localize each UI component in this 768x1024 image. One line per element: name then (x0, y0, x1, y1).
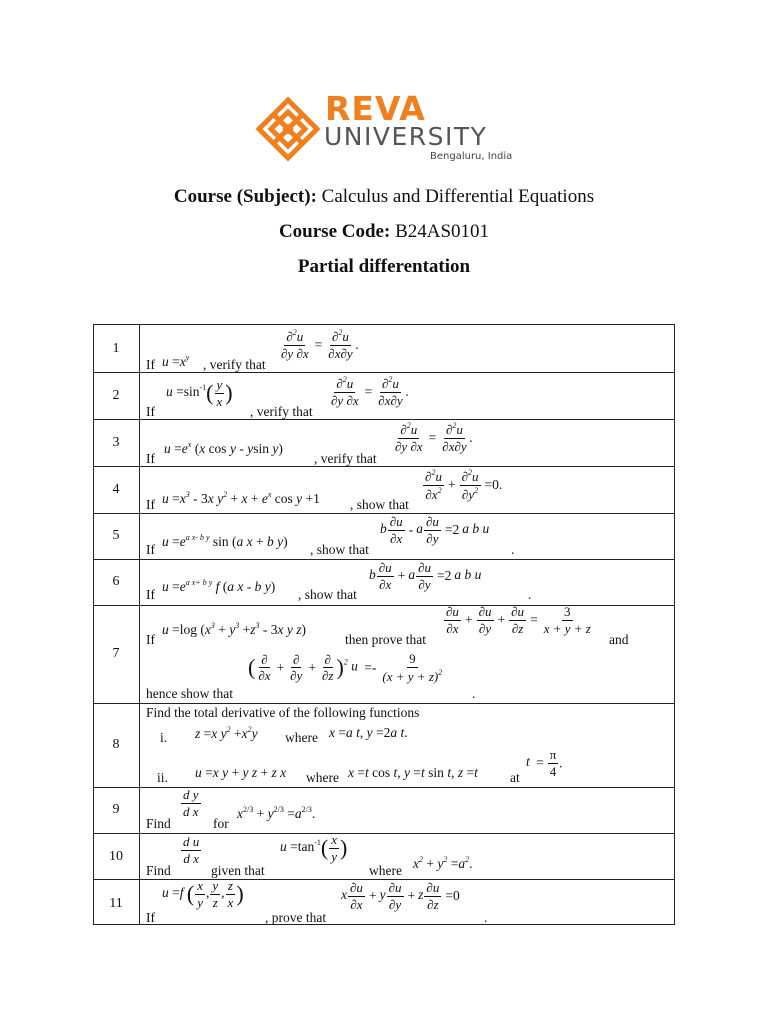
math-expression: $u =\sin^{-1}$( $\frac{y}{x}$ ) (166, 377, 233, 409)
row-text: If (146, 587, 155, 602)
row-text: given that (211, 863, 265, 878)
row-divider (94, 419, 674, 420)
math-expression: $u =x^3 - 3x$ $y^2 + x + e^x$ cos y +1 (162, 490, 320, 506)
row-text: , verify that (314, 451, 377, 466)
logo-wordmark-university: UNIVERSITY (324, 122, 488, 151)
math-expression: $x^{2/3} + y^{2/3} =a^{2/3}$. (237, 805, 316, 821)
row-text: , verify that (203, 357, 266, 372)
math-equation: $\frac{\partial^2u}{\partial y \partial x}$ = $\frac{\partial^2u}{\partial x\partial y}$ . (331, 375, 410, 408)
row-text: , prove that (265, 910, 327, 925)
period: . (528, 587, 532, 602)
row-number: 1 (112, 341, 120, 356)
math-expression: $u =x^y$ (162, 353, 190, 369)
row-number: 3 (112, 435, 120, 450)
math-equation: b $\frac{\partial u}{\partial x}$ + a $\frac{\partial u}{\partial y}$ =2 a b u (369, 560, 482, 592)
row-text: If (146, 404, 155, 419)
row-text: then prove that (345, 632, 426, 647)
row-text: hence show that (146, 686, 233, 701)
row-number: 2 (112, 388, 120, 403)
course-code-value: B24AS0101 (395, 221, 490, 242)
math-expression: $u =e^x$ (x cos y - ysin y) (164, 440, 283, 456)
logo-city: Bengaluru, India (430, 151, 513, 162)
math-expression: $u =e^{a x+ b y}$ f (a x - b y) (162, 578, 276, 594)
reva-knot-icon (255, 96, 321, 162)
row-text: for (213, 816, 229, 831)
row-number: 4 (112, 482, 120, 497)
row-text: and (609, 632, 629, 647)
row-number: 6 (112, 574, 120, 589)
row-divider (94, 703, 674, 704)
course-subject-value: Calculus and Differential Equations (321, 186, 595, 207)
math-equation: x $\frac{\partial u}{\partial x}$ + y $\frac{\partial u}{\partial y}$ + z $\frac{\partial u}{\partial z}$ =0 (341, 880, 460, 912)
math-expression: $u =e^{a x- b y}$ sin (a x + b y) (162, 533, 288, 549)
math-equation: $\frac{\partial^2u}{\partial x^2}$ + $\frac{\partial^2u}{\partial y^2}$ =0. (425, 468, 503, 502)
math-expression: u =x y + y z + z x (195, 765, 287, 780)
math-expression: u =log ($x^3 + y^3 +z^3 - 3x$ y z) (162, 621, 307, 637)
row-divider (94, 513, 674, 514)
math-equation: $\frac{\partial u}{\partial x}$ + $\frac{\partial u}{\partial y}$ + $\frac{\partial u}{\partial z}$ = $\frac{3}{x + y + z}$ (446, 604, 591, 636)
period: . (511, 542, 515, 557)
row-divider (94, 466, 674, 467)
list-marker: ii. (157, 770, 168, 785)
math-expression: z =x $y^2 +x^2y$ (195, 725, 258, 741)
row-divider (94, 372, 674, 373)
university-logo (255, 89, 525, 166)
row-number: 10 (109, 849, 123, 864)
row-number: 11 (109, 896, 123, 911)
list-marker: i. (160, 730, 168, 745)
course-subject-label: Course (Subject): (173, 186, 317, 207)
row-text: where (306, 770, 339, 785)
row-text: If (146, 497, 155, 512)
row-number: 8 (112, 737, 120, 752)
math-equation: $\frac{\partial^2u}{\partial y \partial x}$ = $\frac{\partial^2u}{\partial x\partial y}$ . (395, 421, 474, 454)
math-equation: b $\frac{\partial u}{\partial x}$ - a $\frac{\partial u}{\partial y}$ =2 a b u (380, 514, 490, 546)
row-number: 5 (112, 528, 120, 543)
course-subject-heading (0, 186, 768, 208)
math-expression: t = $\frac{\pi}{4}$ . (526, 747, 563, 779)
row-text: If (146, 451, 155, 466)
course-code-heading (0, 221, 768, 243)
math-equation: $\frac{\partial^2u}{\partial y \partial x}$ = $\frac{\partial^2u}{\partial x\partial y}$ . (281, 328, 360, 361)
row-text: If (146, 910, 155, 925)
row-text: , show that (298, 587, 357, 602)
course-code-label: Course Code: (278, 221, 391, 242)
math-expression: u =f ( $\frac{x}{y}$ , $\frac{y}{z}$ , $\frac{z}{x}$ ) (162, 878, 244, 910)
row-text: If (146, 357, 155, 372)
topic-heading: Partial differentation (297, 256, 471, 277)
row-text: where (285, 730, 318, 745)
math-expression: x =t cos t, y =t sin t, z =t (348, 765, 478, 780)
math-expression: $u =\tan^{-1}$( $\frac{x}{y}$ ) (280, 832, 348, 864)
row-number: 7 (112, 646, 120, 661)
period: . (484, 910, 488, 925)
row-text: at (510, 770, 520, 785)
row-text: Find (146, 816, 171, 831)
row-text: where (369, 863, 402, 878)
row-text: Find the total derivative of the following functions (146, 705, 420, 720)
math-expression: $\frac{\text{d u}}{\text{d x}}$ (183, 834, 200, 866)
math-equation: ( ∂ ∂x + ∂ ∂y + ∂ ∂z )$^2$ u =- $\frac{9}{(x + y + z)^2}$ (248, 651, 443, 684)
row-text: , verify that (250, 404, 313, 419)
row-text: If (146, 542, 155, 557)
math-expression: $\frac{\text{d y}}{\text{d x}}$ (183, 787, 199, 819)
row-text: Find (146, 863, 171, 878)
row-text: If (146, 632, 155, 647)
row-number: 9 (112, 802, 120, 817)
math-expression: x =a t, y =2a t. (329, 725, 408, 740)
row-text: , show that (310, 542, 369, 557)
column-divider (139, 325, 140, 924)
logo-wordmark-reva: REVA (325, 89, 426, 128)
row-divider (94, 833, 674, 834)
period: . (472, 686, 476, 701)
row-text: , show that (350, 497, 409, 512)
math-expression: $x^2 + y^2 =a^2$. (413, 855, 473, 871)
